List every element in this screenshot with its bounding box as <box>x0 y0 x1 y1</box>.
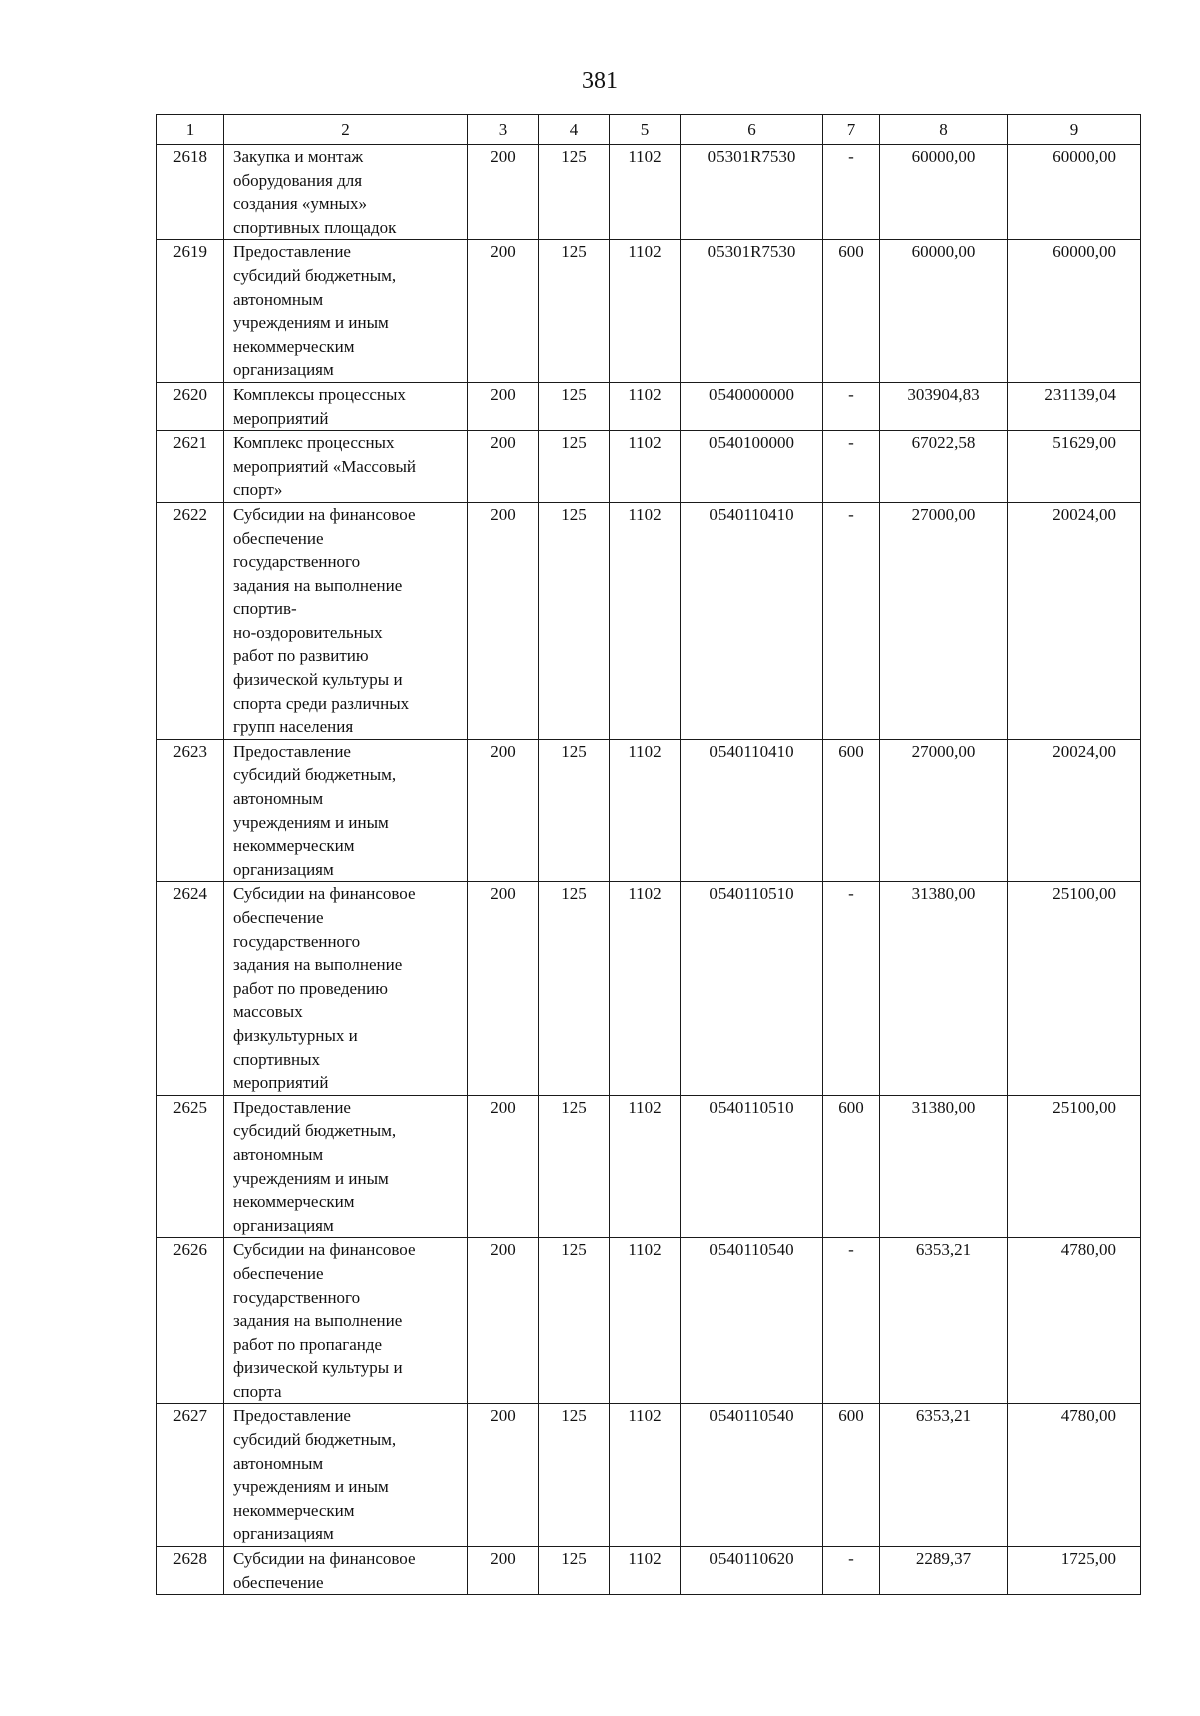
code-col4-cell: 125 <box>539 502 610 739</box>
amount-col8-cell: 303904,83 <box>880 382 1008 430</box>
row-number-cell: 2627 <box>157 1404 224 1547</box>
target-article-cell: 0540110620 <box>681 1547 823 1595</box>
amount-col9-cell: 1725,00 <box>1008 1547 1141 1595</box>
code-col5-cell: 1102 <box>610 502 681 739</box>
code-col3-cell: 200 <box>468 739 539 882</box>
expense-type-cell: - <box>823 145 880 240</box>
amount-col9-cell: 20024,00 <box>1008 739 1141 882</box>
amount-col8-cell: 60000,00 <box>880 240 1008 383</box>
header-cell: 3 <box>468 115 539 145</box>
target-article-cell: 0540100000 <box>681 431 823 503</box>
expense-type-cell: - <box>823 382 880 430</box>
item-name-cell: Субсидии на финансовое обеспечение государственного задания на выполнение работ по проведению массовых физкультурных и спортивных мероприятий <box>224 882 468 1095</box>
code-col4-cell: 125 <box>539 431 610 503</box>
table-row <box>157 145 1141 240</box>
code-col3-cell: 200 <box>468 431 539 503</box>
table-row <box>157 382 1141 430</box>
header-cell: 9 <box>1008 115 1141 145</box>
amount-col9-cell: 4780,00 <box>1008 1238 1141 1404</box>
row-number-cell: 2628 <box>157 1547 224 1595</box>
table-header-row <box>157 115 1141 145</box>
expense-type-cell: - <box>823 431 880 503</box>
row-number-cell: 2623 <box>157 739 224 882</box>
amount-col9-cell: 25100,00 <box>1008 1095 1141 1238</box>
target-article-cell: 05301R7530 <box>681 145 823 240</box>
amount-col9-cell: 60000,00 <box>1008 145 1141 240</box>
header-cell: 1 <box>157 115 224 145</box>
code-col5-cell: 1102 <box>610 1238 681 1404</box>
code-col5-cell: 1102 <box>610 882 681 1095</box>
header-cell: 4 <box>539 115 610 145</box>
amount-col9-cell: 20024,00 <box>1008 502 1141 739</box>
header-cell: 6 <box>681 115 823 145</box>
expense-type-cell: 600 <box>823 1404 880 1547</box>
item-name-cell: Субсидии на финансовое обеспечение государственного задания на выполнение спортив- но-оздоровительных работ по развитию физической культуры и спорта среди различных групп населения <box>224 502 468 739</box>
target-article-cell: 0540110510 <box>681 882 823 1095</box>
header-cell: 5 <box>610 115 681 145</box>
item-name-cell: Комплексы процессных мероприятий <box>224 382 468 430</box>
code-col5-cell: 1102 <box>610 1095 681 1238</box>
code-col5-cell: 1102 <box>610 1404 681 1547</box>
target-article-cell: 0540000000 <box>681 382 823 430</box>
expense-type-cell: 600 <box>823 240 880 383</box>
table-row <box>157 882 1141 1095</box>
table-row <box>157 739 1141 882</box>
code-col5-cell: 1102 <box>610 1547 681 1595</box>
expense-type-cell: - <box>823 1547 880 1595</box>
row-number-cell: 2622 <box>157 502 224 739</box>
header-cell: 2 <box>224 115 468 145</box>
expense-type-cell: - <box>823 1238 880 1404</box>
amount-col8-cell: 27000,00 <box>880 739 1008 882</box>
header-cell: 8 <box>880 115 1008 145</box>
code-col5-cell: 1102 <box>610 382 681 430</box>
table-row <box>157 502 1141 739</box>
code-col3-cell: 200 <box>468 1404 539 1547</box>
code-col4-cell: 125 <box>539 1095 610 1238</box>
amount-col9-cell: 4780,00 <box>1008 1404 1141 1547</box>
row-number-cell: 2621 <box>157 431 224 503</box>
item-name-cell: Закупка и монтаж оборудования для создания «умных» спортивных площадок <box>224 145 468 240</box>
target-article-cell: 0540110510 <box>681 1095 823 1238</box>
target-article-cell: 0540110540 <box>681 1404 823 1547</box>
amount-col8-cell: 2289,37 <box>880 1547 1008 1595</box>
code-col4-cell: 125 <box>539 145 610 240</box>
amount-col8-cell: 31380,00 <box>880 882 1008 1095</box>
amount-col9-cell: 25100,00 <box>1008 882 1141 1095</box>
amount-col8-cell: 6353,21 <box>880 1404 1008 1547</box>
table-body <box>157 115 1141 1595</box>
target-article-cell: 0540110410 <box>681 502 823 739</box>
amount-col8-cell: 6353,21 <box>880 1238 1008 1404</box>
expense-type-cell: 600 <box>823 1095 880 1238</box>
expense-type-cell: - <box>823 882 880 1095</box>
row-number-cell: 2618 <box>157 145 224 240</box>
code-col3-cell: 200 <box>468 382 539 430</box>
amount-col8-cell: 60000,00 <box>880 145 1008 240</box>
table-row <box>157 1095 1141 1238</box>
item-name-cell: Комплекс процессных мероприятий «Массовый спорт» <box>224 431 468 503</box>
code-col5-cell: 1102 <box>610 240 681 383</box>
amount-col9-cell: 60000,00 <box>1008 240 1141 383</box>
target-article-cell: 05301R7530 <box>681 240 823 383</box>
expense-type-cell: - <box>823 502 880 739</box>
code-col5-cell: 1102 <box>610 145 681 240</box>
code-col3-cell: 200 <box>468 1547 539 1595</box>
code-col3-cell: 200 <box>468 240 539 383</box>
table-row <box>157 240 1141 383</box>
item-name-cell: Предоставление субсидий бюджетным, автономным учреждениям и иным некоммерческим организациям <box>224 1404 468 1547</box>
code-col3-cell: 200 <box>468 1238 539 1404</box>
table-row <box>157 431 1141 503</box>
row-number-cell: 2620 <box>157 382 224 430</box>
code-col4-cell: 125 <box>539 1404 610 1547</box>
row-number-cell: 2619 <box>157 240 224 383</box>
amount-col9-cell: 231139,04 <box>1008 382 1141 430</box>
row-number-cell: 2624 <box>157 882 224 1095</box>
code-col3-cell: 200 <box>468 882 539 1095</box>
code-col4-cell: 125 <box>539 882 610 1095</box>
row-number-cell: 2626 <box>157 1238 224 1404</box>
code-col3-cell: 200 <box>468 502 539 739</box>
amount-col8-cell: 31380,00 <box>880 1095 1008 1238</box>
amount-col8-cell: 27000,00 <box>880 502 1008 739</box>
budget-table <box>156 114 1141 1595</box>
table-row <box>157 1404 1141 1547</box>
page-number: 381 <box>582 68 618 94</box>
item-name-cell: Предоставление субсидий бюджетным, автономным учреждениям и иным некоммерческим организациям <box>224 240 468 383</box>
code-col4-cell: 125 <box>539 1238 610 1404</box>
target-article-cell: 0540110540 <box>681 1238 823 1404</box>
code-col5-cell: 1102 <box>610 739 681 882</box>
item-name-cell: Субсидии на финансовое обеспечение <box>224 1547 468 1595</box>
table-row <box>157 1238 1141 1404</box>
amount-col8-cell: 67022,58 <box>880 431 1008 503</box>
item-name-cell: Субсидии на финансовое обеспечение государственного задания на выполнение работ по пропаганде физической культуры и спорта <box>224 1238 468 1404</box>
header-cell: 7 <box>823 115 880 145</box>
amount-col9-cell: 51629,00 <box>1008 431 1141 503</box>
code-col4-cell: 125 <box>539 1547 610 1595</box>
code-col4-cell: 125 <box>539 739 610 882</box>
target-article-cell: 0540110410 <box>681 739 823 882</box>
code-col4-cell: 125 <box>539 240 610 383</box>
table-row <box>157 1547 1141 1595</box>
code-col3-cell: 200 <box>468 145 539 240</box>
code-col5-cell: 1102 <box>610 431 681 503</box>
row-number-cell: 2625 <box>157 1095 224 1238</box>
code-col3-cell: 200 <box>468 1095 539 1238</box>
item-name-cell: Предоставление субсидий бюджетным, автономным учреждениям и иным некоммерческим организациям <box>224 1095 468 1238</box>
item-name-cell: Предоставление субсидий бюджетным, автономным учреждениям и иным некоммерческим организациям <box>224 739 468 882</box>
code-col4-cell: 125 <box>539 382 610 430</box>
expense-type-cell: 600 <box>823 739 880 882</box>
